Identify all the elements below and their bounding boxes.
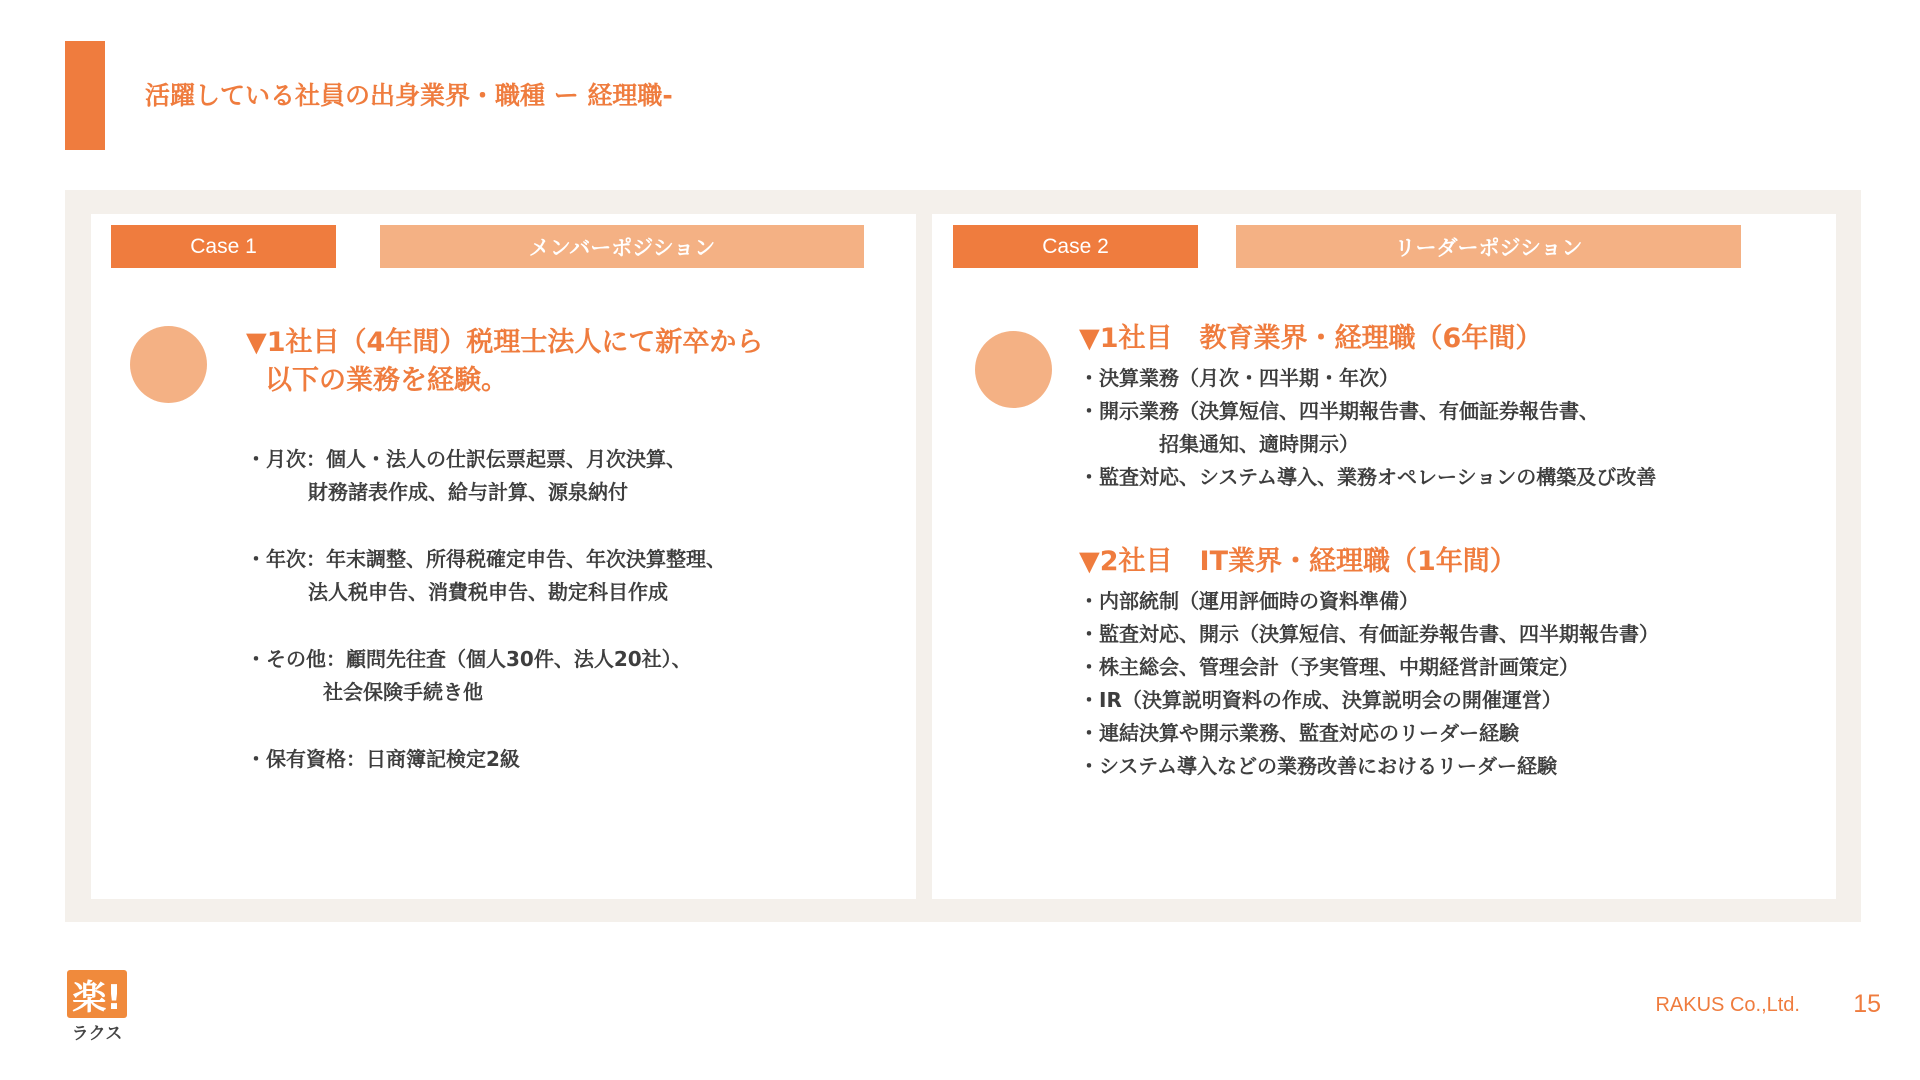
list-item: ・監査対応、システム導入、業務オペレーションの構築及び改善 xyxy=(1079,465,1657,489)
case2-panel xyxy=(932,214,1836,899)
title-accent-bar xyxy=(65,41,105,150)
case1-circle-icon xyxy=(130,326,207,403)
list-item: ・決算業務（月次・四半期・年次） xyxy=(1079,366,1399,390)
case2-company2-list xyxy=(1079,585,1659,783)
case1-heading-line2: 以下の業務を経験。 xyxy=(265,365,508,396)
case1-item-other-line2: 社会保険手続き他 xyxy=(323,680,483,704)
list-item: ・内部統制（運用評価時の資料準備） xyxy=(1079,589,1419,613)
case1-item-yearly-line2: 法人税申告、消費税申告、勘定科目作成 xyxy=(308,580,668,604)
rakus-logo-mark: 楽! xyxy=(67,970,127,1018)
list-item: ・システム導入などの業務改善におけるリーダー経験 xyxy=(1079,754,1557,778)
rakus-logo xyxy=(67,970,127,1045)
case1-panel xyxy=(91,214,916,899)
rakus-logo-text: ラクス xyxy=(71,1024,123,1044)
content-frame xyxy=(65,190,1861,922)
case1-item-qualification xyxy=(246,743,520,776)
list-item: ・株主総会、管理会計（予実管理、中期経営計画策定） xyxy=(1079,655,1579,679)
list-item: 招集通知、適時開示） xyxy=(1079,432,1359,456)
case1-heading xyxy=(246,324,763,400)
case1-tab: Case 1 xyxy=(111,225,336,268)
case2-tab: Case 2 xyxy=(953,225,1198,268)
case1-item-qualification-line1: ・保有資格：日商簿記検定2級 xyxy=(246,747,520,771)
footer-company: RAKUS Co.,Ltd. xyxy=(1655,994,1800,1016)
case1-role-tab: メンバーポジション xyxy=(380,225,864,268)
case2-circle-icon xyxy=(975,331,1052,408)
case1-item-monthly-line1: ・月次：個人・法人の仕訳伝票起票、月次決算、 xyxy=(246,447,686,471)
case2-role-tab: リーダーポジション xyxy=(1236,225,1741,268)
list-item: ・連結決算や開示業務、監査対応のリーダー経験 xyxy=(1079,721,1519,745)
list-item: ・IR（決算説明資料の作成、決算説明会の開催運営） xyxy=(1079,688,1562,712)
case1-item-other-line1: ・その他：顧問先往査（個人30件、法人20社）、 xyxy=(246,647,692,671)
case2-company1-heading: ▼1社目 教育業界・経理職（6年間） xyxy=(1079,323,1543,354)
case1-item-yearly xyxy=(246,543,726,609)
case1-item-monthly xyxy=(246,443,686,509)
list-item: ・開示業務（決算短信、四半期報告書、有価証券報告書、 xyxy=(1079,399,1599,423)
case1-item-yearly-line1: ・年次：年末調整、所得税確定申告、年次決算整理、 xyxy=(246,547,726,571)
case1-item-monthly-line2: 財務諸表作成、給与計算、源泉納付 xyxy=(308,480,628,504)
case1-heading-line1: ▼1社目（4年間）税理士法人にて新卒から xyxy=(246,327,764,358)
list-item: ・監査対応、開示（決算短信、有価証券報告書、四半期報告書） xyxy=(1079,622,1659,646)
case1-item-other xyxy=(246,643,692,709)
case2-company2-heading: ▼2社目 IT業界・経理職（1年間） xyxy=(1079,546,1517,577)
slide-title: 活躍している社員の出身業界・職種 ー 経理職- xyxy=(145,81,673,110)
page-number: 15 xyxy=(1853,990,1881,1018)
case2-company1-list xyxy=(1079,362,1656,494)
